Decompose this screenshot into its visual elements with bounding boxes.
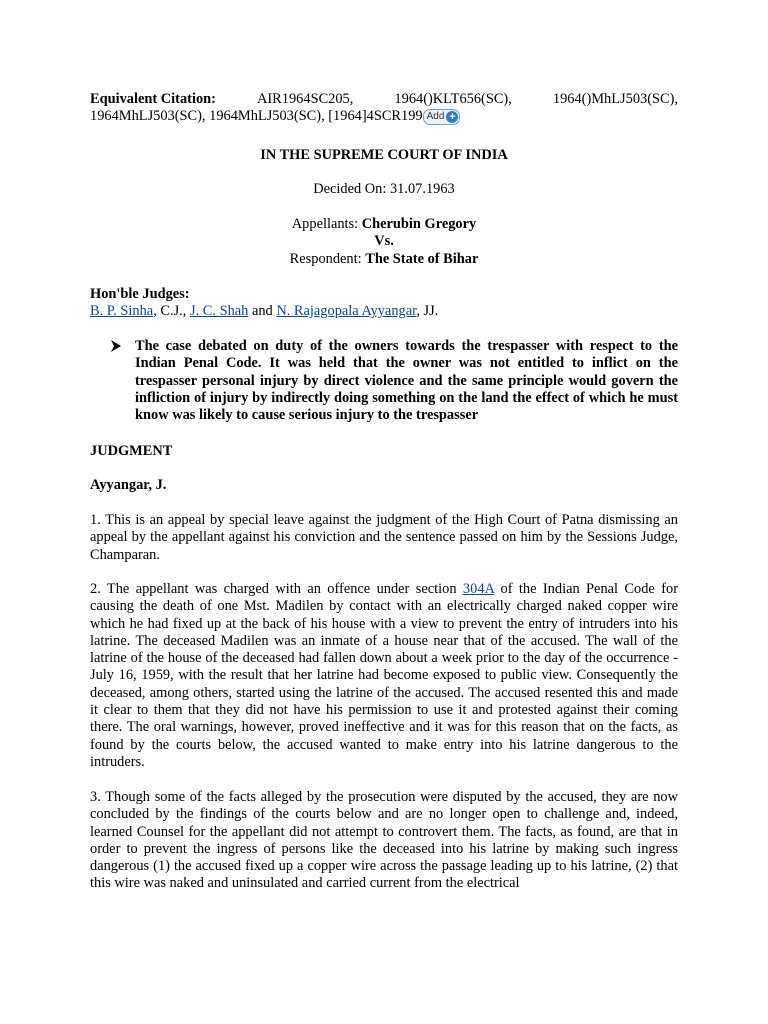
citation-item: 1964()KLT656(SC), bbox=[394, 91, 512, 107]
judgment-title: JUDGMENT bbox=[90, 443, 173, 459]
paragraph-1: 1. This is an appeal by special leave against the judgment of the High Court of Patna dismissing an appeal by the appellant against his conviction and the sentence passed on him by the Sessions Judge, Champaran. bbox=[90, 512, 678, 563]
appellant-name: Cherubin Gregory bbox=[361, 216, 477, 232]
case-summary: The case debated on duty of the owners towards the trespasser with respect to the Indian Penal Code. It was held that the owner was not entitled to inflict on the trespasser personal injury by direct violence and the same principle would govern the infliction of injury by indirectly doing something on the land the effect of which he must know was likely to cause serious injury to the trespasser bbox=[135, 338, 678, 424]
court-name: IN THE SUPREME COURT OF INDIA bbox=[260, 147, 508, 163]
judges-heading: Hon'ble Judges: bbox=[90, 286, 190, 302]
author-name: Ayyangar, J. bbox=[90, 477, 167, 493]
para2-text-rest: of the Indian Penal Code for causing the death of one Mst. Madilen by contact with an electrically charged naked copper wire which he had fixed up at the back of his house with a view to prevent the entry of intruders into his latrine. The deceased Madilen was an inmate of a house near that of the accused. The wall of the latrine of the house of the deceased had fallen down about a week prior to the day of the occurrence - July 16, 1959, with the result that her latrine had become exposed to public view. Consequently the deceased, among others, started using the latrine of the accused. The accused resented this and made it clear to them that they did not have his permission to use it and protested against their coming there. The oral warnings, however, proved ineffective and it was for this reason that on the facts, as found by the courts below, the accused wanted to make entry into his latrine dangerous to the intruders. bbox=[90, 581, 678, 770]
judges-block bbox=[90, 286, 678, 321]
judges-line bbox=[90, 303, 678, 320]
respondent-name: The State of Bihar bbox=[365, 250, 479, 267]
court-title bbox=[90, 147, 678, 164]
citation-line-1 bbox=[90, 91, 678, 108]
add-button-label: Add bbox=[426, 111, 445, 123]
parties-block bbox=[90, 216, 678, 268]
versus-line bbox=[90, 233, 678, 250]
citation-item: 1964()MhLJ503(SC), bbox=[552, 91, 678, 107]
para2-text-start: 2. The appellant was charged with an offence under section bbox=[90, 581, 463, 597]
paragraph-2 bbox=[90, 581, 678, 771]
judge-separator: and bbox=[248, 303, 277, 320]
decided-label: Decided On: bbox=[313, 181, 387, 197]
respondent-label: Respondent: bbox=[289, 250, 362, 267]
plus-icon: + bbox=[446, 111, 458, 123]
judge-link-sinha[interactable]: B. P. Sinha bbox=[90, 303, 154, 320]
appellants-line bbox=[90, 216, 678, 233]
judge-separator: , C.J., bbox=[153, 303, 190, 320]
judge-link-shah[interactable]: J. C. Shah bbox=[189, 303, 249, 320]
paragraph-3: 3. Though some of the facts alleged by the prosecution were disputed by the accused, they are now concluded by the findings of the courts below and are no longer open to challenge and, indeed, learned Counsel for the appellant did not attempt to controvert them. The facts, as found, are that in order to prevent the ingress of persons like the deceased into his latrine by making such ingress dangerous (1) the accused fixed up a copper wire across the passage leading up to his latrine, (2) that this wire was naked and uninsulated and carried current from the electrical bbox=[90, 789, 678, 892]
citation-label: Equivalent Citation: bbox=[90, 91, 216, 107]
arrow-bullet-icon bbox=[110, 339, 122, 353]
citation-line-2 bbox=[90, 108, 678, 125]
decided-on bbox=[90, 181, 678, 198]
judgment-heading bbox=[90, 443, 678, 460]
judgment-author bbox=[90, 477, 678, 494]
section-304a-link[interactable]: 304A bbox=[462, 581, 495, 597]
decided-date: 31.07.1963 bbox=[389, 181, 455, 197]
citation-item: AIR1964SC205, bbox=[257, 91, 354, 107]
judge-link-ayyangar[interactable]: N. Rajagopala Ayyangar bbox=[276, 303, 417, 320]
respondent-line bbox=[90, 251, 678, 268]
judges-suffix: , JJ. bbox=[416, 303, 439, 320]
appellants-label: Appellants: bbox=[291, 216, 359, 232]
add-citation-button[interactable] bbox=[423, 109, 461, 125]
citation-block bbox=[90, 91, 678, 126]
versus: Vs. bbox=[374, 233, 394, 250]
citation-items-continued: 1964MhLJ503(SC), 1964MhLJ503(SC), [1964]4SCR199 bbox=[90, 108, 423, 125]
